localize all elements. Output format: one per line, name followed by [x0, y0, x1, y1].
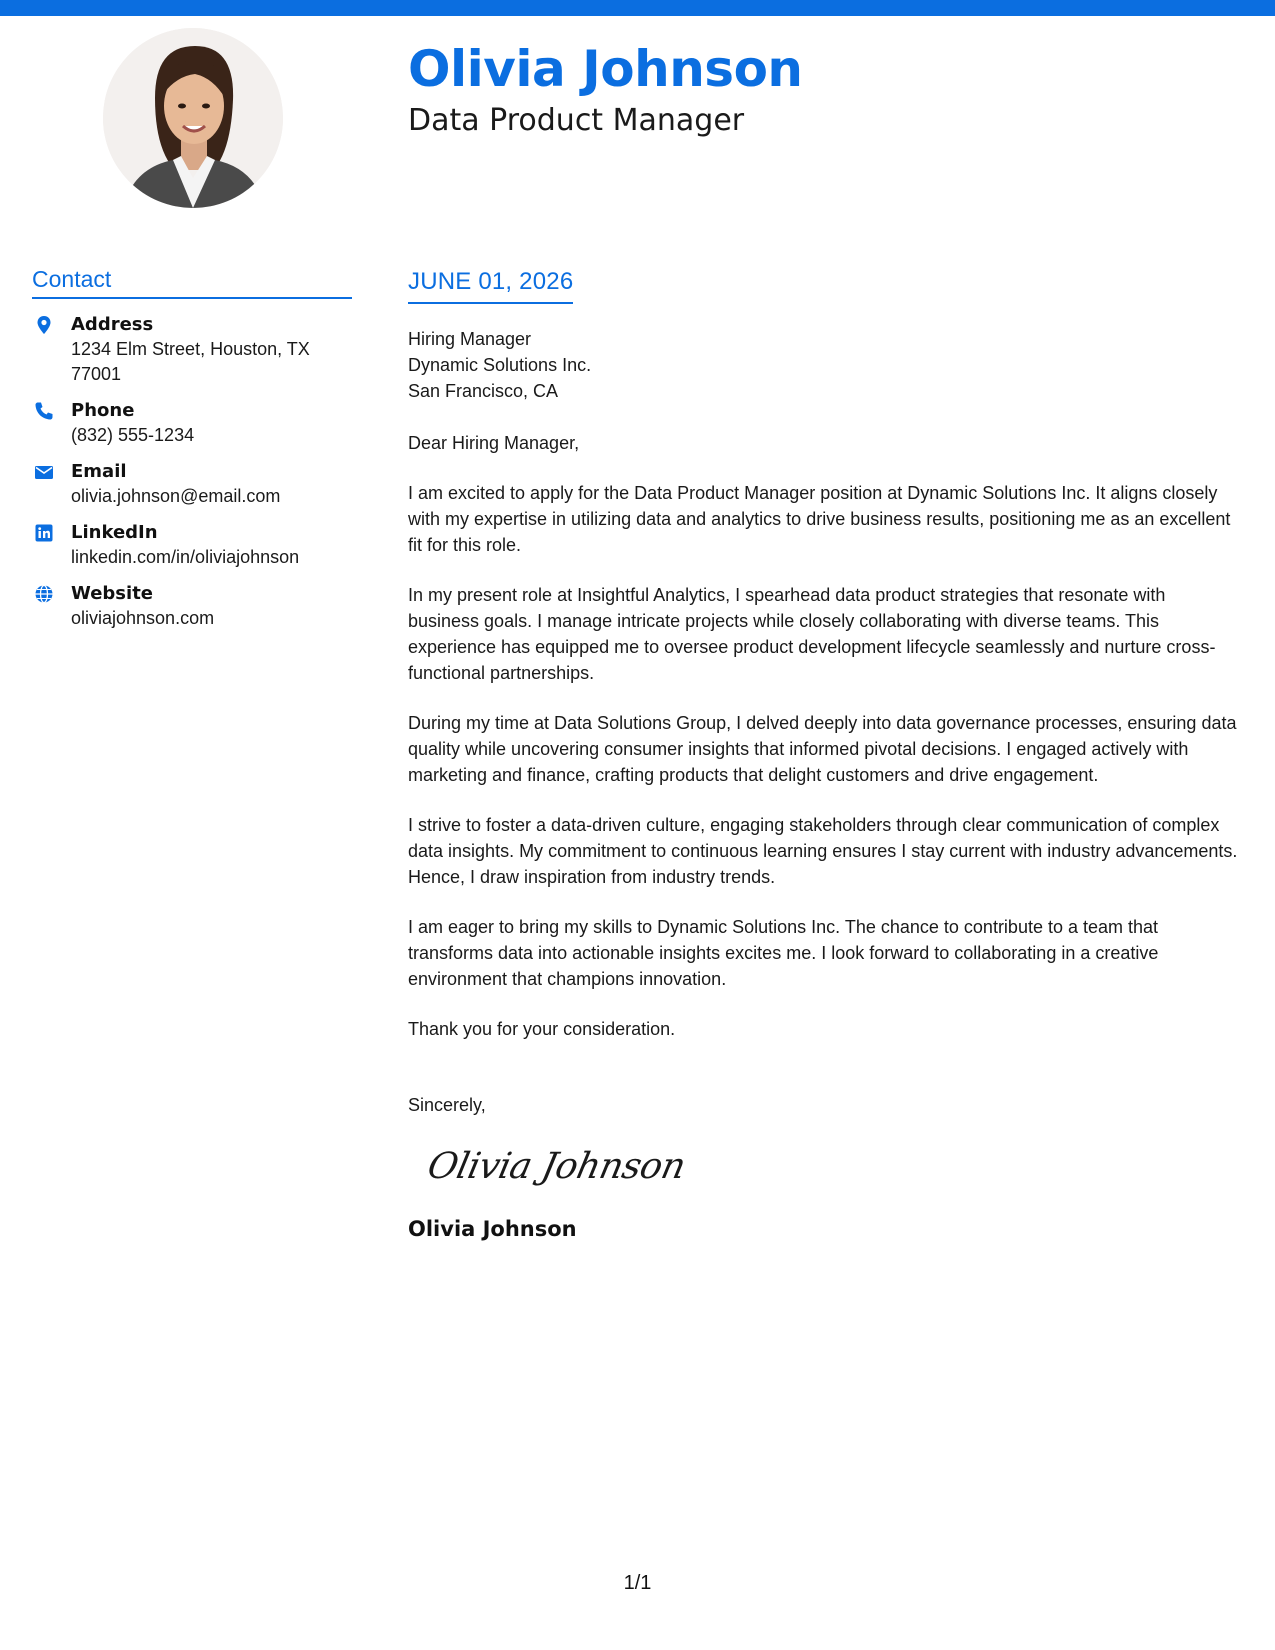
contact-value: olivia.johnson@email.com	[71, 486, 281, 506]
contact-item-email	[32, 460, 352, 509]
letter-paragraph: In my present role at Insightful Analytics, I spearhead data product strategies that resonate with business goals. I manage intricate projects while closely collaborating with diverse teams. This experience has equipped me to oversee product development lifecycle seamlessly and nurture cross-functional partnerships.	[408, 585, 1216, 683]
contact-value: linkedin.com/in/oliviajohnson	[71, 547, 300, 567]
recipient-block	[408, 326, 1238, 404]
handwritten-signature: Olivia Johnson	[424, 1146, 689, 1187]
contact-label: Website	[71, 583, 154, 604]
contact-item-website	[32, 582, 352, 631]
top-accent-bar	[0, 0, 1275, 16]
applicant-name: Olivia Johnson	[408, 40, 803, 98]
phone-icon	[34, 401, 54, 421]
contact-value: oliviajohnson.com	[71, 608, 215, 628]
contact-heading: Contact	[32, 266, 352, 299]
letter-paragraph: Thank you for your consideration.	[408, 1019, 676, 1039]
letter-paragraph: During my time at Data Solutions Group, I delved deeply into data governance processes, ensuring data quality while uncovering consumer insights that informed pivotal decisions. I engaged actively with marketing and finance, crafting products that delight customers and drive engagement.	[408, 713, 1237, 785]
linkedin-icon	[34, 523, 54, 543]
contact-item-phone	[32, 399, 352, 448]
salutation: Dear Hiring Manager,	[408, 433, 580, 453]
globe-icon	[34, 584, 54, 604]
letter-paragraph: I strive to foster a data-driven culture, engaging stakeholders through clear communication of complex data insights. My commitment to continuous learning ensures I stay current with industry advancements. Hence, I draw inspiration from industry trends.	[408, 815, 1238, 887]
applicant-job-title: Data Product Manager	[408, 103, 745, 138]
closing: Sincerely,	[408, 1095, 486, 1115]
contact-item-address	[32, 313, 352, 387]
recipient-line: Hiring Manager	[408, 329, 532, 349]
map-pin-icon	[34, 315, 54, 335]
contact-value: (832) 555-1234	[71, 425, 195, 445]
letter-paragraph: I am excited to apply for the Data Product Manager position at Dynamic Solutions Inc. It aligns closely with my expertise in utilizing data and analytics to drive business results, positioning me as an excellent fit for this role.	[408, 483, 1231, 555]
letter-date: JUNE 01, 2026	[408, 268, 573, 304]
contact-label: Phone	[71, 400, 135, 421]
contact-label: Email	[71, 461, 127, 482]
contact-item-linkedin	[32, 521, 352, 570]
contact-sidebar	[32, 266, 352, 643]
signed-name: Olivia Johnson	[408, 1217, 577, 1241]
contact-label: LinkedIn	[71, 522, 158, 543]
letter-body	[408, 268, 1238, 1241]
contact-value: 1234 Elm Street, Houston, TX 77001	[71, 339, 310, 384]
contact-label: Address	[71, 314, 154, 335]
page-number: 1/1	[623, 1572, 652, 1594]
profile-photo	[103, 28, 283, 208]
recipient-line: Dynamic Solutions Inc.	[408, 355, 592, 375]
letter-paragraph: I am eager to bring my skills to Dynamic Solutions Inc. The chance to contribute to a team that transforms data into actionable insights excites me. I look forward to collaborating in a creative environment that champions innovation.	[408, 917, 1159, 989]
recipient-line: San Francisco, CA	[408, 381, 559, 401]
envelope-icon	[34, 462, 54, 482]
